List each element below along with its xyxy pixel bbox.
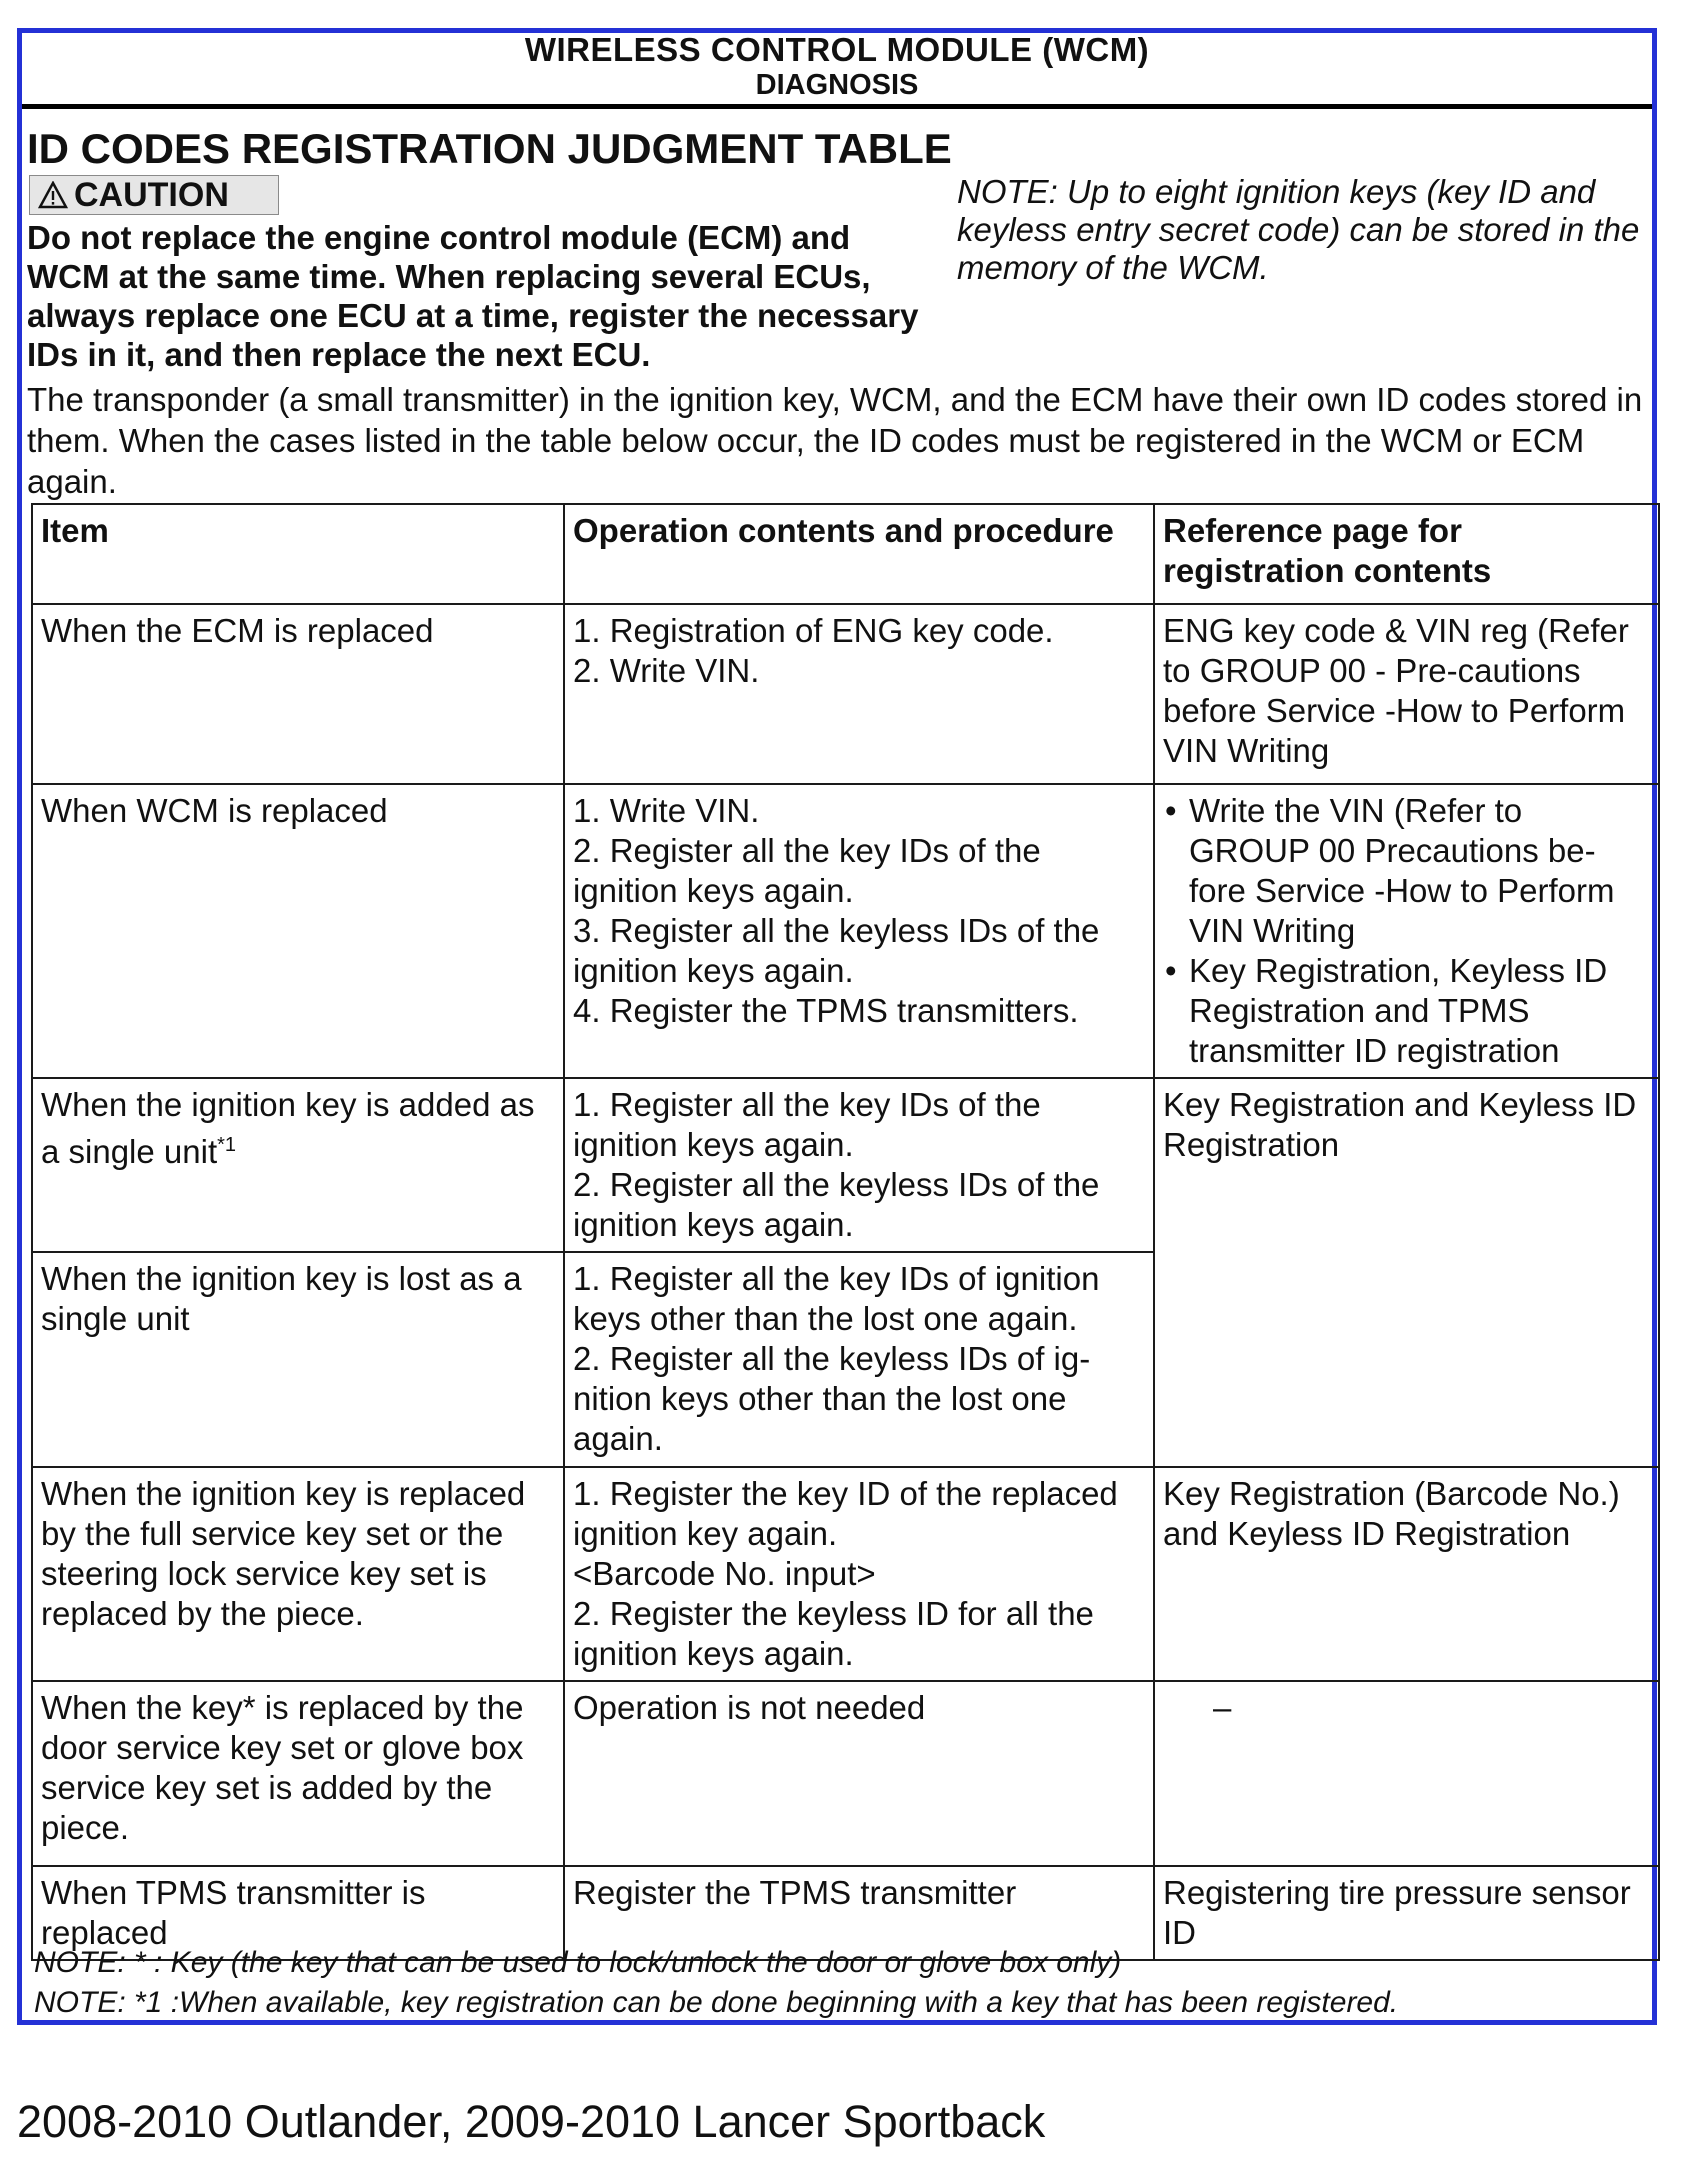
reference-dash: – [1213, 1689, 1232, 1726]
reference-cell: Key Registration (Barcode No.) and Keyless ID Registration [1154, 1467, 1659, 1681]
table-row [32, 604, 1659, 784]
operation-cell [564, 1681, 1154, 1866]
item-cell: When the key* is replaced by the door service key set or glove box service key set is added by the piece. [32, 1681, 564, 1866]
footer-caption: 2008-2010 Outlander, 2009-2010 Lancer Sportback [17, 2096, 1046, 2147]
header-title: WIRELESS CONTROL MODULE (WCM) [524, 31, 1150, 68]
reference-cell [1154, 784, 1659, 1078]
operation-cell [564, 1252, 1154, 1467]
header-divider [22, 104, 1652, 109]
table-header-row [32, 504, 1659, 604]
operation-step: 4. Register the TPMS transmitters. [573, 992, 1079, 1029]
operation-cell [564, 604, 1154, 784]
table-row [32, 1078, 1659, 1252]
caution-label: CAUTION [74, 176, 229, 214]
operation-step: 2. Write VIN. [573, 652, 760, 689]
operation-cell [564, 1467, 1154, 1681]
caution-text: Do not replace the engine control module (ECM) and WCM at the same time. When replacing several ECUs, always replace one ECU at a time, register the necessary IDs in it, and then replace the next ECU. [27, 219, 919, 373]
operation-step: Register the TPMS transmitter [573, 1874, 1017, 1911]
operation-step: 2. Register the keyless ID for all the ignition keys again. [573, 1595, 1094, 1672]
operation-step: 1. Write VIN. [573, 792, 760, 829]
operation-step: 1. Register all the key IDs of ignition keys other than the lost one again. [573, 1260, 1100, 1337]
item-cell: When the ignition key is lost as a single unit [32, 1252, 564, 1467]
warning-triangle-icon [38, 181, 68, 209]
operation-step: 2. Register all the keyless IDs of the ignition keys again. [573, 1166, 1100, 1243]
operation-cell [564, 784, 1154, 1078]
operation-step: 1. Register all the key IDs of the ignition keys again. [573, 1086, 1041, 1163]
item-cell: When the ECM is replaced [32, 604, 564, 784]
operation-step: 3. Register all the keyless IDs of the ignition keys again. [573, 912, 1100, 989]
table-row [32, 1467, 1659, 1681]
table-row [32, 784, 1659, 1078]
item-cell: When WCM is replaced [32, 784, 564, 1078]
operation-cell [564, 1078, 1154, 1252]
judgment-table [31, 503, 1660, 1961]
footnote-marker: *1 [217, 1134, 237, 1156]
item-text: When the ignition key is added as a single unit [41, 1086, 535, 1170]
note-asterisk: NOTE: * : Key (the key that can be used to lock/unlock the door or glove box only) [34, 1946, 1122, 1979]
operation-step: 1. Registration of ENG key code. [573, 612, 1054, 649]
section-title: ID CODES REGISTRATION JUDGMENT TABLE [27, 125, 952, 172]
column-header-reference: Reference page for registration contents [1154, 504, 1659, 604]
intro-paragraph: The transponder (a small transmitter) in the ignition key, WCM, and the ECM have their own ID codes stored in them. When the cases listed in the table below occur, the ID codes must be registered in the WCM or ECM again. [27, 381, 1643, 500]
reference-cell [1154, 1681, 1659, 1866]
caution-label-box [29, 175, 279, 215]
reference-bullet: • Key Registration, Keyless ID Registration and TPMS transmitter ID registration [1163, 951, 1650, 1071]
reference-cell: Registering tire pressure sensor ID [1154, 1866, 1659, 1960]
reference-cell: Key Registration and Keyless ID Registration [1154, 1078, 1659, 1467]
reference-bullet: • Write the VIN (Refer to GROUP 00 Precautions be-fore Service -How to Perform VIN Writing [1163, 791, 1650, 951]
column-header-item: Item [32, 504, 564, 604]
note-footnote-1: NOTE: *1 :When available, key registration can be done beginning with a key that has been registered. [34, 1986, 1399, 2019]
operation-step: 2. Register all the keyless IDs of ig-nition keys other than the lost one again. [573, 1340, 1091, 1457]
table-row [32, 1681, 1659, 1866]
operation-step: 2. Register all the key IDs of the ignition keys again. [573, 832, 1041, 909]
reference-cell: ENG key code & VIN reg (Refer to GROUP 00 - Pre-cautions before Service -How to Perform VIN Writing [1154, 604, 1659, 784]
item-cell [32, 1078, 564, 1252]
note-top: NOTE: Up to eight ignition keys (key ID and keyless entry secret code) can be stored in the memory of the WCM. [957, 173, 1640, 286]
document-frame [17, 28, 1657, 2025]
header-subtitle: DIAGNOSIS [755, 69, 919, 101]
column-header-operation: Operation contents and procedure [564, 504, 1154, 604]
item-cell: When the ignition key is replaced by the full service key set or the steering lock service key set is replaced by the piece. [32, 1467, 564, 1681]
operation-step: 1. Register the key ID of the replaced ignition key again. [573, 1475, 1118, 1552]
operation-step: Operation is not needed [573, 1689, 926, 1726]
bottom-notes [34, 1943, 1654, 2023]
item-cell: When TPMS transmitter is replaced [32, 1866, 564, 1960]
operation-step: <Barcode No. input> [573, 1555, 876, 1592]
